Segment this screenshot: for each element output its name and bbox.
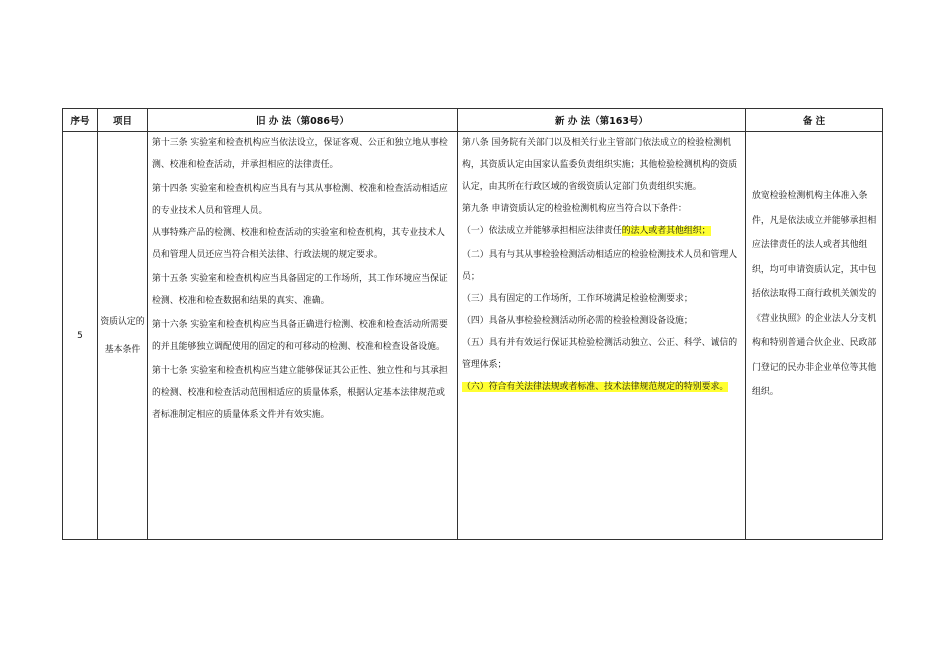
comparison-table bbox=[62, 108, 883, 540]
old-article-16: 第十六条 实验室和检查机构应当具备正确进行检测、校准和检查活动所需要的并且能够独立调配使用的固定的和可移动的检测、校准和检查设备设施。 bbox=[152, 320, 448, 352]
new-condition-6 bbox=[462, 376, 741, 398]
new-condition-4: （四）具备从事检验检测活动所必需的检验检测设备设施； bbox=[462, 316, 693, 326]
highlighted-text: 的法人或者其他组织； bbox=[621, 226, 711, 236]
new-article-8: 第八条 国务院有关部门以及相关行业主管部门依法成立的检验检测机构，其资质认定由国家认监委负责组织实施；其他检验检测机构的资质认定，由其所在行政区域的省级资质认定部门负责组织实施。 bbox=[462, 138, 738, 192]
header-item: 项目 bbox=[98, 109, 148, 132]
old-rules-cell bbox=[148, 132, 458, 540]
highlighted-text: （六）符合有关法律法规或者标准、技术法律规范规定的特别要求。 bbox=[462, 382, 729, 392]
header-note: 备 注 bbox=[746, 109, 883, 132]
old-article-14: 第十四条 实验室和检查机构应当具有与其从事检测、校准和检查活动相适应的专业技术人员和管理人员。 bbox=[152, 184, 448, 216]
row-number: 5 bbox=[63, 132, 98, 540]
old-article-14-special: 从事特殊产品的检测、校准和检查活动的实验室和检查机构，其专业技术人员和管理人员还应当符合相关法律、行政法规的规定要求。 bbox=[152, 228, 445, 260]
new-condition-2: （二）具有与其从事检验检测活动相适应的检验检测技术人员和管理人员； bbox=[462, 250, 738, 282]
header-old-rules: 旧 办 法（第086号） bbox=[148, 109, 458, 132]
new-condition-3: （三）具有固定的工作场所，工作环境满足检验检测要求； bbox=[462, 294, 693, 304]
old-article-13: 第十三条 实验室和检查机构应当依法设立，保证客观、公正和独立地从事检测、校准和检查活动，并承担相应的法律责任。 bbox=[152, 138, 448, 170]
new-condition-1 bbox=[462, 220, 741, 242]
new-condition-5: （五）具有并有效运行保证其检验检测活动独立、公正、科学、诚信的管理体系； bbox=[462, 338, 738, 370]
old-article-15: 第十五条 实验室和检查机构应当具备固定的工作场所，其工作环境应当保证检测、校准和检查数据和结果的真实、准确。 bbox=[152, 274, 448, 306]
header-row bbox=[63, 109, 883, 132]
header-new-rules: 新 办 法（第163号） bbox=[458, 109, 746, 132]
old-article-17: 第十七条 实验室和检查机构应当建立能够保证其公正性、独立性和与其承担的检测、校准和检查活动范围相适应的质量体系，根据认定基本法律规范或者标准制定相应的质量体系文件并有效实施。 bbox=[152, 366, 448, 420]
row-item: 资质认定的基本条件 bbox=[98, 132, 148, 540]
new-condition-1-text: （一）依法成立并能够承担相应法律责任 bbox=[462, 226, 622, 236]
new-article-9: 第九条 申请资质认定的检验检测机构应当符合以下条件： bbox=[462, 204, 687, 214]
table-row bbox=[63, 132, 883, 540]
note-cell bbox=[746, 132, 883, 540]
header-no: 序号 bbox=[63, 109, 98, 132]
note-text: 放宽检验检测机构主体准入条件，凡是依法成立并能够承担相应法律责任的法人或者其他组织，均可申请资质认定，其中包括依法取得工商行政机关颁发的《营业执照》的企业法人分支机构和特别普通合伙企业、民政部门登记的民办非企业单位等其他组织。 bbox=[752, 191, 877, 397]
new-rules-cell bbox=[458, 132, 746, 540]
